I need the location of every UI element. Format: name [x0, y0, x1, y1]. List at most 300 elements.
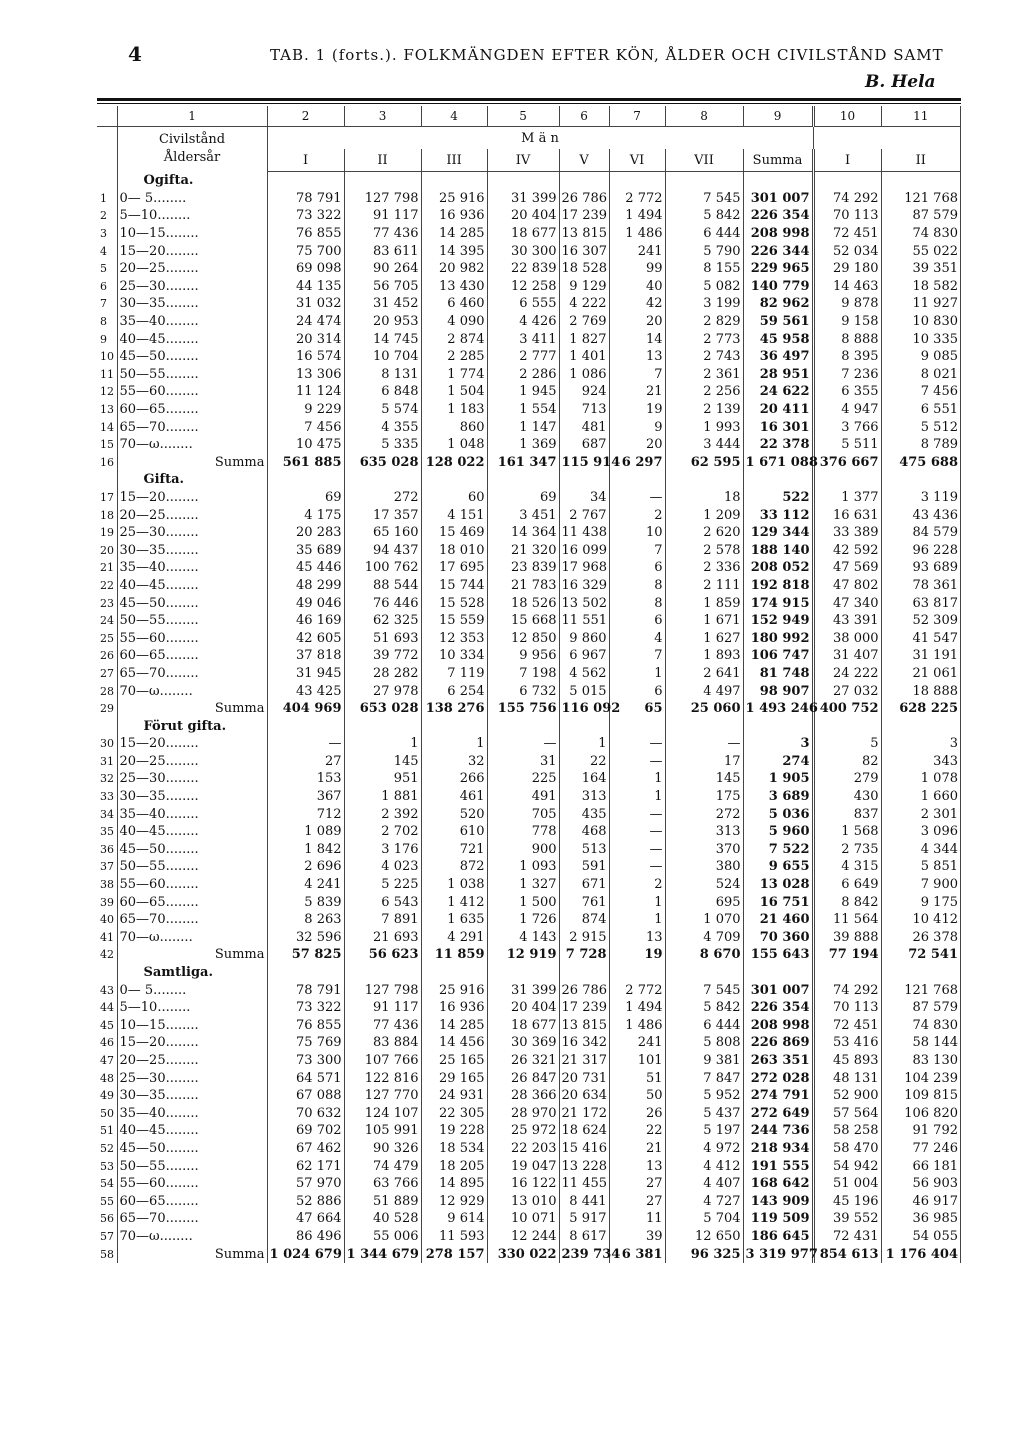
line-number: 19 [97, 524, 117, 542]
summa-value: 161 347 [487, 454, 559, 472]
value-cell: 7 522 [743, 841, 813, 859]
value-cell: 39 552 [813, 1210, 881, 1228]
value-cell: 14 745 [344, 330, 421, 348]
blank-cell [813, 471, 881, 489]
value-cell: 11 438 [559, 524, 609, 542]
value-cell: 45 958 [743, 330, 813, 348]
value-cell: 73 322 [267, 999, 344, 1017]
value-cell: 2 829 [665, 313, 743, 331]
value-cell: 16 301 [743, 418, 813, 436]
value-cell: 241 [609, 242, 665, 260]
value-cell: 14 364 [487, 524, 559, 542]
value-cell: 1 905 [743, 770, 813, 788]
value-cell: 7 [609, 647, 665, 665]
value-cell: 43 436 [881, 506, 960, 524]
value-cell: 83 884 [344, 1034, 421, 1052]
section-title-row [97, 717, 961, 735]
value-cell: 468 [559, 823, 609, 841]
value-cell: 24 931 [421, 1087, 487, 1105]
age-label: 5—10........ [117, 207, 267, 225]
age-label: 60—65........ [117, 1192, 267, 1210]
section-title: Förut gifta. [117, 717, 267, 735]
value-cell: 28 366 [487, 1087, 559, 1105]
value-cell: 93 689 [881, 559, 960, 577]
header-aldersar: Åldersår [163, 150, 221, 166]
value-cell: 83 130 [881, 1052, 960, 1070]
value-cell: 4 497 [665, 682, 743, 700]
value-cell: 33 112 [743, 506, 813, 524]
value-cell: 91 117 [344, 207, 421, 225]
value-cell: 50 [609, 1087, 665, 1105]
value-cell: 9 129 [559, 278, 609, 296]
value-cell: 10 335 [881, 330, 960, 348]
value-cell: 31 399 [487, 981, 559, 999]
table-row [97, 242, 961, 260]
value-cell: 8 395 [813, 348, 881, 366]
value-cell: 31 032 [267, 295, 344, 313]
value-cell: 77 436 [344, 1017, 421, 1035]
value-cell: 3 199 [665, 295, 743, 313]
value-cell: 81 748 [743, 665, 813, 683]
blank-cell [421, 471, 487, 489]
value-cell: — [665, 735, 743, 753]
value-cell: 100 762 [344, 559, 421, 577]
value-cell: 6 848 [344, 383, 421, 401]
value-cell: 712 [267, 805, 344, 823]
section-title-row [97, 172, 961, 190]
age-label: 25—30........ [117, 1069, 267, 1087]
value-cell: 10 071 [487, 1210, 559, 1228]
line-number: 27 [97, 665, 117, 683]
value-cell: 9 175 [881, 893, 960, 911]
age-label: 55—60........ [117, 383, 267, 401]
value-cell: 127 798 [344, 981, 421, 999]
table-row [97, 1175, 961, 1193]
value-cell: 6 254 [421, 682, 487, 700]
value-cell: 70 113 [813, 207, 881, 225]
value-cell: 74 479 [344, 1157, 421, 1175]
value-cell: 5 842 [665, 207, 743, 225]
table-row [97, 577, 961, 595]
table-row [97, 1087, 961, 1105]
value-cell: 47 340 [813, 594, 881, 612]
value-cell: 2 773 [665, 330, 743, 348]
value-cell: — [609, 489, 665, 507]
line-number: 13 [97, 401, 117, 419]
table-row [97, 858, 961, 876]
value-cell: 35 689 [267, 541, 344, 559]
value-cell: 5 437 [665, 1104, 743, 1122]
value-cell: 20 634 [559, 1087, 609, 1105]
blank-cell [881, 717, 960, 735]
age-label: 55—60........ [117, 876, 267, 894]
value-cell: 27 [267, 753, 344, 771]
blank-cell [743, 717, 813, 735]
value-cell: 25 165 [421, 1052, 487, 1070]
value-cell: 522 [743, 489, 813, 507]
value-cell: 18 677 [487, 225, 559, 243]
value-cell: 241 [609, 1034, 665, 1052]
value-cell: 5 574 [344, 401, 421, 419]
value-cell: 32 596 [267, 929, 344, 947]
table-row [97, 647, 961, 665]
value-cell: 27 978 [344, 682, 421, 700]
value-cell: 48 299 [267, 577, 344, 595]
value-cell: 14 285 [421, 225, 487, 243]
line-number: 56 [97, 1210, 117, 1228]
column-number: 6 [559, 106, 609, 127]
value-cell: 4 143 [487, 929, 559, 947]
table-row [97, 348, 961, 366]
table-row [97, 981, 961, 999]
age-label: 20—25........ [117, 753, 267, 771]
value-cell: 37 818 [267, 647, 344, 665]
summa-label: Summa [117, 946, 267, 964]
table-row [97, 805, 961, 823]
value-cell: 272 028 [743, 1069, 813, 1087]
value-cell: 263 351 [743, 1052, 813, 1070]
value-cell: 1 500 [487, 893, 559, 911]
value-cell: 225 [487, 770, 559, 788]
value-cell: 76 446 [344, 594, 421, 612]
value-cell: 42 [609, 295, 665, 313]
line-number: 17 [97, 489, 117, 507]
value-cell: 31 945 [267, 665, 344, 683]
blank-cell [743, 471, 813, 489]
age-label: 35—40........ [117, 559, 267, 577]
age-label: 15—20........ [117, 489, 267, 507]
value-cell: 26 786 [559, 981, 609, 999]
value-cell: 2 696 [267, 858, 344, 876]
age-label: 35—40........ [117, 805, 267, 823]
table-row [97, 506, 961, 524]
value-cell: 4 090 [421, 313, 487, 331]
value-cell: 26 [609, 1104, 665, 1122]
value-cell: 45 893 [813, 1052, 881, 1070]
value-cell: 31 [487, 753, 559, 771]
value-cell: 3 176 [344, 841, 421, 859]
value-cell: 1 401 [559, 348, 609, 366]
value-cell: 13 430 [421, 278, 487, 296]
value-cell: 121 768 [881, 190, 960, 208]
value-cell: 13 [609, 929, 665, 947]
age-label: 0— 5........ [117, 190, 267, 208]
value-cell: 20 404 [487, 207, 559, 225]
table-row [97, 559, 961, 577]
value-cell: 16 936 [421, 207, 487, 225]
value-cell: 21 [609, 383, 665, 401]
value-cell: 12 850 [487, 629, 559, 647]
value-cell: 18 677 [487, 1017, 559, 1035]
age-label: 25—30........ [117, 770, 267, 788]
line-number: 23 [97, 594, 117, 612]
value-cell: 5 952 [665, 1087, 743, 1105]
value-cell: 4 [609, 629, 665, 647]
value-cell: 8 441 [559, 1192, 609, 1210]
value-cell: 25 972 [487, 1122, 559, 1140]
age-label: 45—50........ [117, 348, 267, 366]
line-number: 7 [97, 295, 117, 313]
summa-value: 400 752 [813, 700, 881, 718]
value-cell: 8 [609, 577, 665, 595]
value-cell: 874 [559, 911, 609, 929]
summa-value: 25 060 [665, 700, 743, 718]
table-row [97, 1104, 961, 1122]
summa-value: 12 919 [487, 946, 559, 964]
table-row [97, 665, 961, 683]
value-cell: 107 766 [344, 1052, 421, 1070]
value-cell: 229 965 [743, 260, 813, 278]
value-cell: 5 [813, 735, 881, 753]
value-cell: 29 165 [421, 1069, 487, 1087]
value-cell: 3 411 [487, 330, 559, 348]
value-cell: 1 209 [665, 506, 743, 524]
blank-cell [665, 717, 743, 735]
blank-cell [344, 717, 421, 735]
value-cell: 18 010 [421, 541, 487, 559]
value-cell: 53 416 [813, 1034, 881, 1052]
age-label: 0— 5........ [117, 981, 267, 999]
value-cell: 6 967 [559, 647, 609, 665]
value-cell: — [609, 858, 665, 876]
line-number: 1 [97, 190, 117, 208]
line-number: 2 [97, 207, 117, 225]
value-cell: 16 936 [421, 999, 487, 1017]
table-row [97, 489, 961, 507]
value-cell: 104 239 [881, 1069, 960, 1087]
header-man: M ä n [267, 127, 813, 150]
value-cell: 96 228 [881, 541, 960, 559]
value-cell: 1 842 [267, 841, 344, 859]
value-cell: 208 052 [743, 559, 813, 577]
value-cell: 7 545 [665, 190, 743, 208]
table-row [97, 893, 961, 911]
age-label: 15—20........ [117, 242, 267, 260]
age-label: 30—35........ [117, 788, 267, 806]
value-cell: 188 140 [743, 541, 813, 559]
value-cell: 26 847 [487, 1069, 559, 1087]
value-cell: 70 113 [813, 999, 881, 1017]
summa-value: 115 914 [559, 454, 609, 472]
summa-value: 155 643 [743, 946, 813, 964]
value-cell: 17 357 [344, 506, 421, 524]
table-row [97, 383, 961, 401]
section-title: Ogifta. [117, 172, 267, 190]
age-label: 70—ω........ [117, 682, 267, 700]
value-cell: 39 888 [813, 929, 881, 947]
value-cell: 266 [421, 770, 487, 788]
value-cell: 86 496 [267, 1228, 344, 1246]
value-cell: 74 830 [881, 1017, 960, 1035]
value-cell: 4 291 [421, 929, 487, 947]
value-cell: 8 617 [559, 1228, 609, 1246]
value-cell: 34 [559, 489, 609, 507]
table-row [97, 1228, 961, 1246]
line-number: 22 [97, 577, 117, 595]
value-cell: 2 915 [559, 929, 609, 947]
summa-value: 155 756 [487, 700, 559, 718]
value-cell: 2 256 [665, 383, 743, 401]
age-label: 70—ω........ [117, 1228, 267, 1246]
value-cell: 39 772 [344, 647, 421, 665]
table-row [97, 841, 961, 859]
line-number: 31 [97, 753, 117, 771]
summa-value: 7 728 [559, 946, 609, 964]
age-label: 20—25........ [117, 506, 267, 524]
table-row [97, 1210, 961, 1228]
value-cell: 31 452 [344, 295, 421, 313]
value-cell: 12 258 [487, 278, 559, 296]
value-cell: 69 [487, 489, 559, 507]
value-cell: 78 791 [267, 190, 344, 208]
value-cell: 19 228 [421, 1122, 487, 1140]
column-number: 2 [267, 106, 344, 127]
line-number: 34 [97, 805, 117, 823]
value-cell: 10 334 [421, 647, 487, 665]
value-cell: 70 360 [743, 929, 813, 947]
value-cell: 1 183 [421, 401, 487, 419]
blank-cell [487, 471, 559, 489]
table-row [97, 524, 961, 542]
value-cell: 3 119 [881, 489, 960, 507]
value-cell: 2 286 [487, 366, 559, 384]
value-cell: 1 893 [665, 647, 743, 665]
value-cell: 52 886 [267, 1192, 344, 1210]
value-cell: 1 504 [421, 383, 487, 401]
value-cell: 4 562 [559, 665, 609, 683]
line-number: 33 [97, 788, 117, 806]
value-cell: 430 [813, 788, 881, 806]
value-cell: 5 015 [559, 682, 609, 700]
line-number: 32 [97, 770, 117, 788]
summa-value: 475 688 [881, 454, 960, 472]
value-cell: 51 889 [344, 1192, 421, 1210]
age-label: 40—45........ [117, 823, 267, 841]
value-cell: 39 351 [881, 260, 960, 278]
value-cell: 78 361 [881, 577, 960, 595]
table-row [97, 1069, 961, 1087]
value-cell: 4 709 [665, 929, 743, 947]
table-row [97, 911, 961, 929]
value-cell: 52 900 [813, 1087, 881, 1105]
line-number: 15 [97, 436, 117, 454]
value-cell: 17 239 [559, 999, 609, 1017]
value-cell: 1 048 [421, 436, 487, 454]
summa-row [97, 700, 961, 718]
value-cell: 87 579 [881, 999, 960, 1017]
subheader: IV [487, 149, 559, 172]
value-cell: 3 096 [881, 823, 960, 841]
blank-cell [421, 172, 487, 190]
value-cell: 72 451 [813, 225, 881, 243]
value-cell: 24 622 [743, 383, 813, 401]
value-cell: 3 689 [743, 788, 813, 806]
summa-value: 56 623 [344, 946, 421, 964]
value-cell: 1 494 [609, 999, 665, 1017]
section-title-row [97, 471, 961, 489]
value-cell: 15 744 [421, 577, 487, 595]
value-cell: 6 732 [487, 682, 559, 700]
value-cell: 106 747 [743, 647, 813, 665]
value-cell: 121 768 [881, 981, 960, 999]
value-cell: 1 038 [421, 876, 487, 894]
value-cell: 6 543 [344, 893, 421, 911]
summa-value: 628 225 [881, 700, 960, 718]
column-number: 1 [117, 106, 267, 127]
value-cell: 1 412 [421, 893, 487, 911]
value-cell: 1 [609, 788, 665, 806]
value-cell: 20 [609, 313, 665, 331]
blank-cell [813, 717, 881, 735]
value-cell: 5 917 [559, 1210, 609, 1228]
value-cell: 90 264 [344, 260, 421, 278]
value-cell: 175 [665, 788, 743, 806]
value-cell: 3 444 [665, 436, 743, 454]
value-cell: 11 455 [559, 1175, 609, 1193]
value-cell: 45 196 [813, 1192, 881, 1210]
table-row [97, 1192, 961, 1210]
value-cell: 22 839 [487, 260, 559, 278]
value-cell: 119 509 [743, 1210, 813, 1228]
value-cell: 40 [609, 278, 665, 296]
table-row [97, 278, 961, 296]
value-cell: 55 006 [344, 1228, 421, 1246]
summa-value: 11 859 [421, 946, 487, 964]
subheader: Summa [743, 149, 813, 172]
value-cell: 18 [665, 489, 743, 507]
age-label: 65—70........ [117, 418, 267, 436]
value-cell: 47 802 [813, 577, 881, 595]
value-cell: 9 158 [813, 313, 881, 331]
line-number: 37 [97, 858, 117, 876]
value-cell: 15 668 [487, 612, 559, 630]
value-cell: 76 855 [267, 1017, 344, 1035]
summa-value: 404 969 [267, 700, 344, 718]
value-cell: 2 [609, 876, 665, 894]
value-cell: 21 172 [559, 1104, 609, 1122]
value-cell: 38 000 [813, 629, 881, 647]
value-cell: 11 [609, 1210, 665, 1228]
value-cell: 491 [487, 788, 559, 806]
value-cell: 5 839 [267, 893, 344, 911]
value-cell: 6 444 [665, 225, 743, 243]
value-cell: 2 767 [559, 506, 609, 524]
age-label: 60—65........ [117, 401, 267, 419]
value-cell: 687 [559, 436, 609, 454]
age-label: 40—45........ [117, 577, 267, 595]
age-label: 50—55........ [117, 1157, 267, 1175]
table-row [97, 541, 961, 559]
value-cell: 83 611 [344, 242, 421, 260]
line-number: 41 [97, 929, 117, 947]
value-cell: 1 086 [559, 366, 609, 384]
value-cell: 695 [665, 893, 743, 911]
blank-cell [344, 964, 421, 982]
line-number: 36 [97, 841, 117, 859]
value-cell: 8 155 [665, 260, 743, 278]
line-number: 9 [97, 330, 117, 348]
value-cell: 10 412 [881, 911, 960, 929]
value-cell: 1 486 [609, 1017, 665, 1035]
value-cell: 46 917 [881, 1192, 960, 1210]
line-number: 46 [97, 1034, 117, 1052]
value-cell: 74 830 [881, 225, 960, 243]
value-cell: 1 774 [421, 366, 487, 384]
value-cell: 6 [609, 612, 665, 630]
value-cell: 47 664 [267, 1210, 344, 1228]
value-cell: 90 326 [344, 1140, 421, 1158]
value-cell: 44 135 [267, 278, 344, 296]
